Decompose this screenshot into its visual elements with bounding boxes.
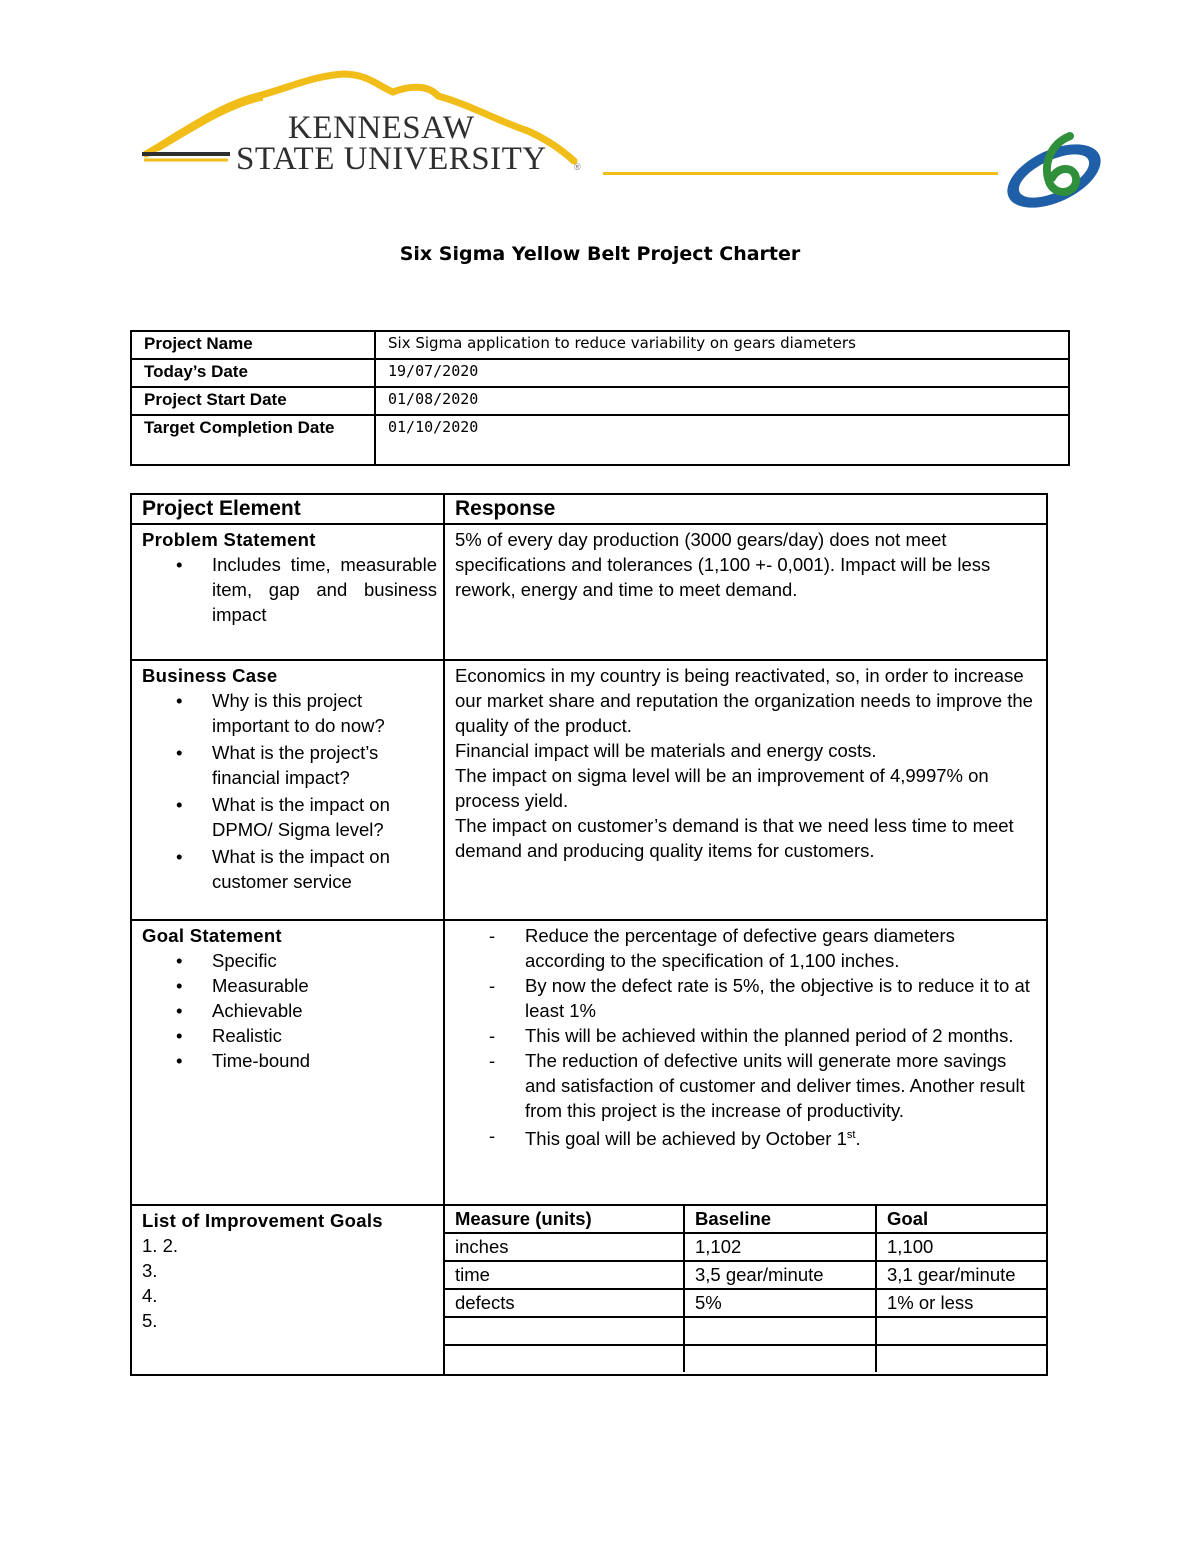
project-info-table — [130, 330, 1070, 466]
business-case-title: Business Case — [142, 665, 278, 686]
project-name-label: Project Name — [131, 331, 375, 359]
business-response-para: The impact on sigma level will be an improvement of 4,9997% on process yield. — [455, 765, 989, 811]
goal-response-cell — [444, 920, 1047, 1205]
row-project-name — [131, 331, 1069, 359]
business-response-para: Economics in my country is being reactivated, so, in order to increase our market share and reputation the organization needs to improve the quality of the product. — [455, 665, 1033, 736]
metrics-baseline — [684, 1345, 876, 1372]
registered-mark: ® — [574, 162, 581, 172]
metrics-row-empty — [445, 1317, 1046, 1345]
metrics-measure — [445, 1317, 684, 1345]
start-date-value: 01/08/2020 — [375, 387, 1069, 415]
charter-table — [130, 493, 1048, 1376]
six-sigma-logo-icon — [1002, 126, 1112, 214]
business-case-row — [131, 660, 1047, 920]
business-response-cell — [444, 660, 1047, 920]
goal-response-last-text: This goal will be achieved by October 1 — [525, 1128, 847, 1150]
business-case-cell — [131, 660, 444, 920]
improvement-number: 3. — [142, 1260, 158, 1281]
improvement-number: 4. — [142, 1285, 158, 1306]
business-response-para: The impact on customer’s demand is that we need less time to meet demand and producing quality items for customers. — [455, 815, 1014, 861]
todays-date-label: Today’s Date — [131, 359, 375, 387]
metrics-row — [445, 1289, 1046, 1317]
problem-statement-title: Problem Statement — [142, 529, 316, 550]
goal-response-sup: st — [846, 1129, 856, 1141]
row-target-date — [131, 415, 1069, 465]
page-title: Six Sigma Yellow Belt Project Charter — [399, 243, 801, 265]
improvement-goals-row — [131, 1205, 1047, 1375]
problem-bullet: • Includes time, measurable item, gap and business impact — [212, 552, 437, 627]
goal-bullet: • Specific — [212, 948, 437, 973]
university-logo — [138, 66, 608, 178]
goal-response-item-last — [525, 1123, 1038, 1151]
metrics-header-row — [445, 1206, 1046, 1233]
goal-response-item: - By now the defect rate is 5%, the objective is to reduce it to at least 1% — [525, 973, 1038, 1023]
metrics-measure — [445, 1345, 684, 1372]
problem-statement-row — [131, 524, 1047, 660]
goal-response-item: - Reduce the percentage of defective gears diameters according to the specification of 1,100 inches. — [525, 923, 1038, 973]
metrics-header-measure: Measure (units) — [445, 1206, 684, 1233]
logo-state-university: STATE UNIVERSITY — [236, 141, 547, 177]
metrics-goal — [876, 1317, 1046, 1345]
row-todays-date — [131, 359, 1069, 387]
business-response-para: Financial impact will be materials and energy costs. — [455, 740, 877, 761]
project-name-value: Six Sigma application to reduce variability on gears diameters — [375, 331, 1069, 359]
goal-bullet: • Measurable — [212, 973, 437, 998]
row-start-date — [131, 387, 1069, 415]
metrics-row — [445, 1233, 1046, 1261]
header-project-element: Project Element — [131, 494, 444, 524]
business-bullets — [142, 688, 437, 894]
metrics-baseline: 3,5 gear/minute — [684, 1261, 876, 1289]
goal-statement-cell — [131, 920, 444, 1205]
business-bullet: • What is the impact on customer service — [212, 844, 437, 894]
goal-bullet: • Realistic — [212, 1023, 437, 1048]
problem-response: 5% of every day production (3000 gears/day) does not meet specifications and tolerances (1,100 +- 0,001). Impact will be less rework, energy and time to meet demand. — [444, 524, 1047, 660]
business-bullet: • What is the impact on DPMO/ Sigma level? — [212, 792, 437, 842]
goal-response-item: - This will be achieved within the planned period of 2 months. — [525, 1023, 1038, 1048]
improvement-number: 5. — [142, 1310, 158, 1331]
metrics-measure: inches — [445, 1233, 684, 1261]
target-date-label: Target Completion Date — [131, 415, 375, 465]
goal-statement-row — [131, 920, 1047, 1205]
goal-response-period: . — [855, 1128, 861, 1150]
header-gold-rule — [603, 172, 998, 175]
metrics-goal: 3,1 gear/minute — [876, 1261, 1046, 1289]
improvement-metrics-table — [445, 1206, 1046, 1372]
metrics-baseline — [684, 1317, 876, 1345]
target-date-value: 01/10/2020 — [375, 415, 1069, 465]
todays-date-value: 19/07/2020 — [375, 359, 1069, 387]
goal-response-item: - The reduction of defective units will generate more savings and satisfaction of customer and deliver times. Another result from this project is the increase of productivity. — [525, 1048, 1038, 1123]
improvement-number: 1. 2. — [142, 1235, 178, 1256]
start-date-label: Project Start Date — [131, 387, 375, 415]
metrics-row — [445, 1261, 1046, 1289]
metrics-goal: 1,100 — [876, 1233, 1046, 1261]
improvement-goals-cell — [131, 1205, 444, 1375]
goal-bullet: • Time-bound — [212, 1048, 437, 1073]
problem-statement-cell — [131, 524, 444, 660]
improvement-metrics-cell — [444, 1205, 1047, 1375]
logo-kennesaw: KENNESAW — [288, 110, 475, 146]
charter-header-row — [131, 494, 1047, 524]
goal-bullet: • Achievable — [212, 998, 437, 1023]
metrics-row-empty — [445, 1345, 1046, 1372]
goal-statement-title: Goal Statement — [142, 925, 282, 946]
goal-response-list — [455, 923, 1038, 1151]
header-response: Response — [444, 494, 1047, 524]
metrics-header-baseline: Baseline — [684, 1206, 876, 1233]
metrics-goal — [876, 1345, 1046, 1372]
metrics-header-goal: Goal — [876, 1206, 1046, 1233]
improvement-goals-title: List of Improvement Goals — [142, 1210, 383, 1231]
metrics-baseline: 5% — [684, 1289, 876, 1317]
metrics-goal: 1% or less — [876, 1289, 1046, 1317]
business-bullet: • Why is this project important to do now? — [212, 688, 437, 738]
metrics-baseline: 1,102 — [684, 1233, 876, 1261]
goal-bullets — [142, 948, 437, 1073]
metrics-measure: time — [445, 1261, 684, 1289]
metrics-measure: defects — [445, 1289, 684, 1317]
business-bullet: • What is the project’s financial impact? — [212, 740, 437, 790]
problem-bullets — [142, 552, 437, 627]
